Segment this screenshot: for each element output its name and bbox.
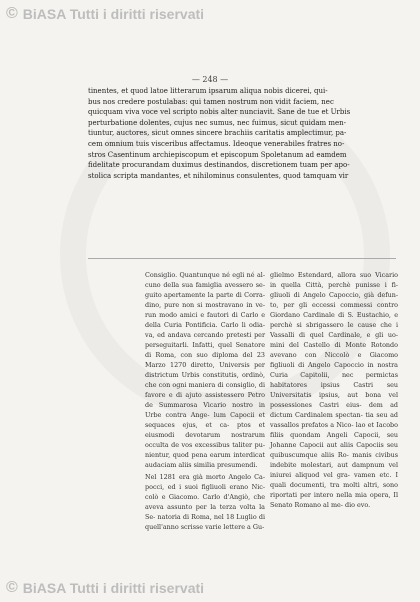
letter-line: stolica scripta mandantes, et nihilominus consulentes, quod tamquam vir: [88, 171, 349, 180]
letter-line: bus nos credere postulabas: qui tamen nostrum non vidit faciem, nec: [88, 97, 334, 106]
copyright-banner-top: [0, 2, 420, 26]
footnote-paragraph: Consiglio. Quantunque né egli né al- cuno della sua famiglia avessero se- guito apertamente la parte di Corra- dino, pure non si mostravano in ve- run modo amici e fautori di Carlo e della Curia Pontificia. Carlo li odia- va, ed andava cercando pretesti per perseguitarli. Infatti, quel Senatore di Roma, con suo diploma del 23 Marzo 1270 diretto, Universis per districtum Urbis constitutis, ordinò, che con ogni maniera di consiglio, di favore e di ajuto assistessero Petro de Summarosa Vicario nostro in Urbe contra Ange- lum Capocii et sequaces ejus, et ca- ptos et eiusmodi devotarum nostrarum occulta de vos excessibus taliter pu- nientur, quod pena earum interdicat audaciam aliis similia presumendi.: [145, 271, 265, 469]
letter-line: tinentes, et quod latoe litterarum ipsarum aliqua nobis dicerei, qui-: [88, 87, 328, 95]
footnote-column-right: [270, 270, 398, 512]
letter-line: cem omnium tuis visceribus affectamus. Ideoque venerabiles fratres no-: [88, 139, 345, 148]
banner-text: BiASA Tutti i diritti riservati: [22, 6, 205, 22]
section-divider: [88, 258, 396, 259]
letter-line: perturbatione dolentes, cujus nec sumus, nec fuimus, sicut quidam men-: [88, 118, 347, 127]
footnote-paragraph: glielmo Estendard, allora suo Vicario in quella Città, perchè punisse i fi- gliuoli di Angelo Capoccio, già defun- to, per gli eccessi commessi contro Giordano Cardinale di S. Eustachio, e perchè si sbrigassero le cause che i Vassalli di quel Cardinale, e gli uo- mini del Castello di Monte Rotondo avevano con Niccolò e Giacomo figliuoli di Angelo Capoccio in nostra Curia Capitolii, nec permictas habitatores ipsius Castri seu Universitatis ipsius, aut bona vel possessiones Castri eius- dem ad dictum Cardinalem spectan- tia seu ad vassallos prefatos a Nico- lao et Iacobo filiis quondam Angeli Capocii, seu Johanne Capocii aut aliis Capociis seu quibuscumque aliis Ro- manis civibus indebite molestari, aut dampnum vel iniurei aliquod vel gra- vamen etc. I quali documenti, tra molti altri, sono riportati per intero nella mia opera, Il Senato Romano al me- dio evo.: [270, 271, 398, 509]
copyright-icon: ©: [6, 5, 18, 22]
letter-line: stros Casentinum archiepiscopum et episcopum Spoletanum ad eamdem: [88, 150, 347, 159]
letter-line: fidelitate procurandam duximus destinandos, discretionem tuam per apo-: [88, 161, 350, 170]
copyright-banner-bottom: [0, 576, 420, 600]
letter-line: quicquam viva voce vel scripto nobis alter nunciavit. Sane de tue et Urbis: [88, 108, 351, 117]
latin-letter: [88, 86, 396, 181]
page-number: — 248 —: [191, 75, 229, 84]
letter-line: tiuntur, auctores, sicut omnes sincere brachiis caritatis amplectimur, pa-: [88, 129, 347, 138]
banner-text: BiASA Tutti i diritti riservati: [22, 580, 205, 596]
copyright-icon: ©: [6, 579, 18, 596]
footnote-column-left: [145, 270, 265, 534]
footnote-paragraph: Nel 1281 era già morto Angelo Ca- pocci, ed i suoi figliuoli erano Nic- colò e Giacomo. Carlo d'Angiò, che aveva assunto per la terza volta la Se- natoria di Roma, nel 18 Luglio di quell'anno scrisse varie lettere a Gu-: [145, 473, 265, 531]
